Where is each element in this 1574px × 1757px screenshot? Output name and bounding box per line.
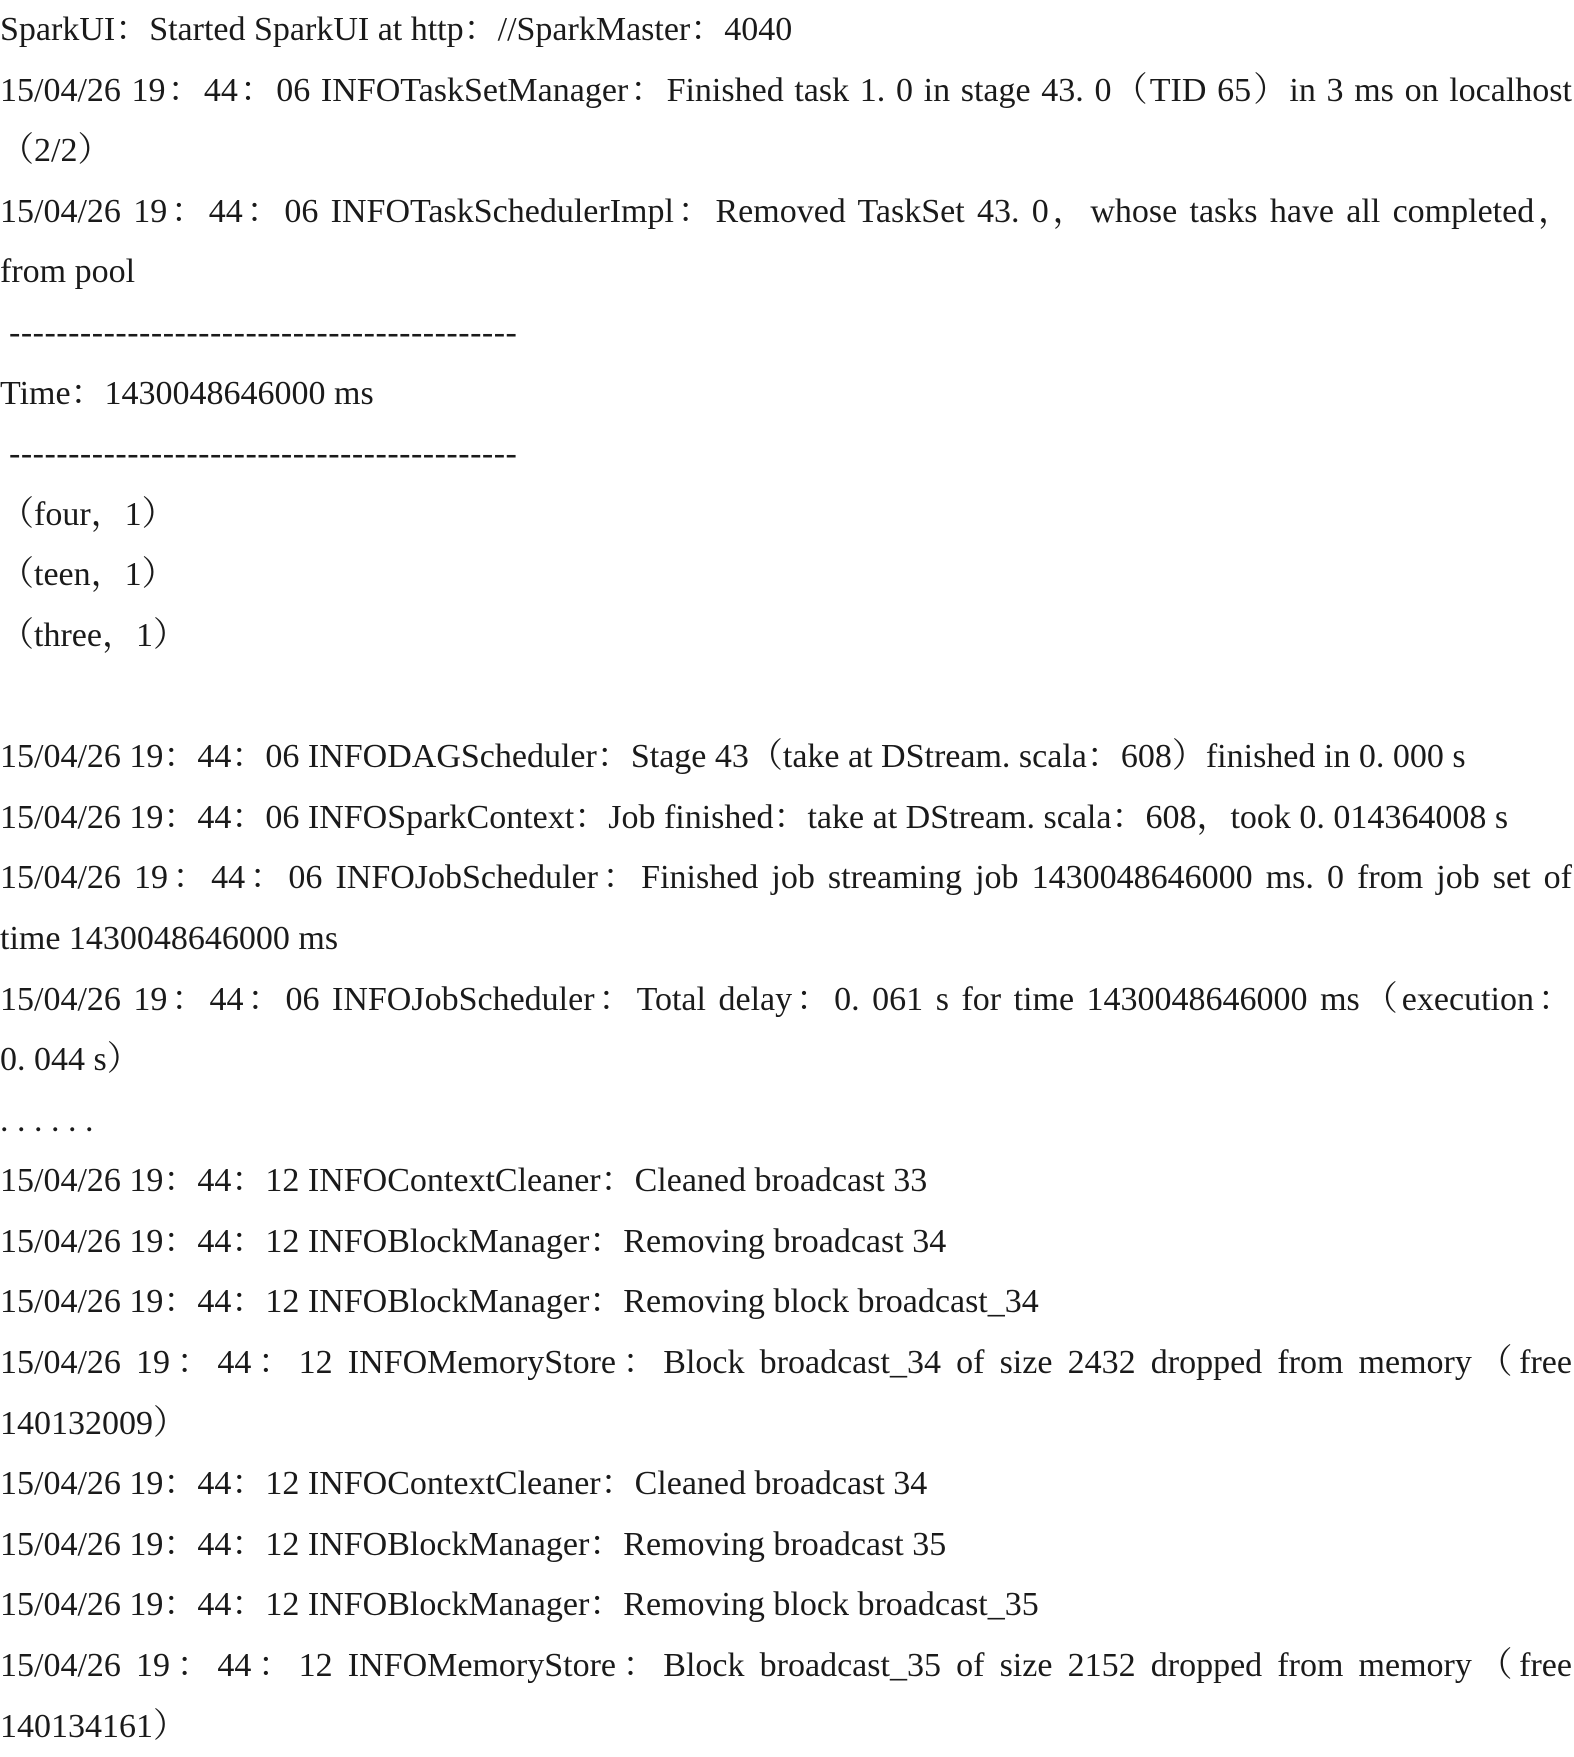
separator-line: -------------------------------------------: [0, 313, 518, 351]
log-line: 15/04/26 19：44：12 INFOContextCleaner：Cleaned broadcast 33: [0, 1162, 928, 1200]
log-line-continuation: （2/2）: [0, 132, 112, 170]
log-line: 15/04/26 19：44：06 INFOTaskSetManager：Finished task 1. 0 in stage 43. 0（TID 65）in 3 ms on localhost: [0, 71, 1572, 109]
word-count-result: （teen，1）: [0, 556, 176, 594]
log-line-continuation: time 1430048646000 ms: [0, 919, 339, 957]
log-line: 15/04/26 19：44：12 INFOContextCleaner：Cleaned broadcast 34: [0, 1465, 928, 1503]
log-line: 15/04/26 19：44：06 INFODAGScheduler：Stage 43（take at DStream. scala：608）finished in 0. 000 s: [0, 738, 1466, 776]
log-line-continuation: 140132009）: [0, 1404, 187, 1442]
word-count-result: （three，1）: [0, 616, 187, 654]
log-line-continuation: from pool: [0, 253, 136, 291]
batch-time: Time：1430048646000 ms: [0, 374, 374, 412]
log-line-continuation: 140134161）: [0, 1707, 187, 1745]
log-line: 15/04/26 19：44：06 INFOTaskSchedulerImpl：Removed TaskSet 43. 0，whose tasks have all completed，: [0, 192, 1572, 230]
log-line-continuation: 0. 044 s）: [0, 1041, 141, 1079]
log-line: 15/04/26 19：44：12 INFOBlockManager：Removing broadcast 34: [0, 1222, 947, 1260]
log-line: SparkUI：Started SparkUI at http：//SparkMaster：4040: [0, 11, 793, 48]
log-line: 15/04/26 19：44：12 INFOBlockManager：Removing broadcast 35: [0, 1525, 947, 1563]
separator-line: -------------------------------------------: [0, 435, 518, 473]
log-line: 15/04/26 19：44：06 INFOSparkContext：Job finished：take at DStream. scala：608，took 0. 014364008 s: [0, 798, 1509, 836]
log-line: 15/04/26 19：44：12 INFOMemoryStore：Block broadcast_34 of size 2432 dropped from memory（free: [0, 1344, 1572, 1382]
log-line: 15/04/26 19：44：06 INFOJobScheduler：Total delay：0. 061 s for time 1430048646000 ms（execution：: [0, 980, 1572, 1018]
log-line: 15/04/26 19：44：12 INFOMemoryStore：Block broadcast_35 of size 2152 dropped from memory（free: [0, 1647, 1572, 1685]
blank-line: [0, 667, 1574, 728]
log-line: 15/04/26 19：44：12 INFOBlockManager：Removing block broadcast_35: [0, 1586, 1039, 1624]
word-count-result: （four，1）: [0, 495, 176, 533]
log-line: 15/04/26 19：44：06 INFOJobScheduler：Finished job streaming job 1430048646000 ms. 0 from job set of: [0, 859, 1572, 897]
ellipsis: . . . . . .: [0, 1101, 94, 1139]
log-line: 15/04/26 19：44：12 INFOBlockManager：Removing block broadcast_34: [0, 1283, 1039, 1321]
